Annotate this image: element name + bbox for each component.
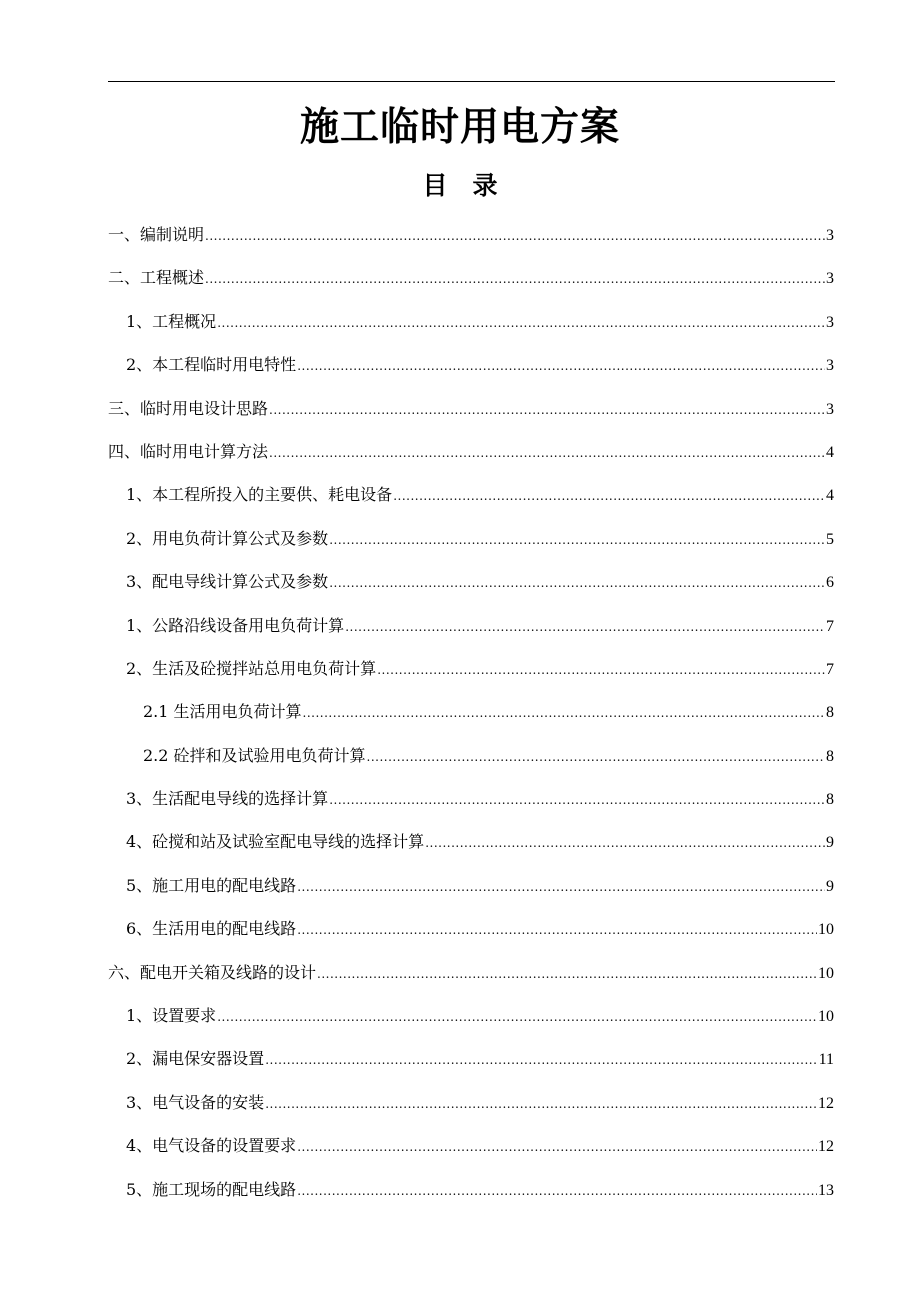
toc-dot-leader: [377, 655, 825, 685]
toc-entry[interactable]: [108, 437, 834, 480]
toc-entry[interactable]: [108, 1088, 834, 1131]
toc-entry-label: 2、本工程临时用电特性: [126, 355, 297, 375]
toc-entry-page-number: 7: [826, 660, 834, 678]
document-title: 施工临时用电方案: [299, 104, 620, 150]
toc-dot-leader: [329, 525, 825, 555]
toc-entry[interactable]: [108, 220, 834, 263]
toc-entry-label: 5、施工用电的配电线路: [126, 875, 297, 895]
toc-entry-page-number: 7: [826, 617, 834, 635]
toc-entry-label: 6、生活用电的配电线路: [126, 919, 297, 939]
toc-entry[interactable]: [108, 394, 834, 437]
toc-entry-page-number: 3: [826, 227, 834, 244]
toc-entry-label: 1、本工程所投入的主要供、耗电设备: [126, 485, 393, 505]
toc-entry-page-number: 8: [826, 791, 834, 809]
toc-entry[interactable]: [108, 871, 834, 914]
toc-dot-leader: [425, 828, 825, 858]
toc-entry-page-number: 9: [826, 877, 834, 895]
toc-dot-leader: [393, 481, 825, 511]
toc-entry-label: 二、工程概述: [108, 268, 205, 288]
toc-entry-page-number: 13: [818, 1181, 834, 1199]
toc-dot-leader: [265, 1045, 817, 1075]
toc-entry-label: 1、工程概况: [126, 311, 217, 331]
header-rule: [108, 81, 835, 82]
toc-entry-label: 5、施工现场的配电线路: [126, 1179, 297, 1199]
toc-entry-label: 3、配电导线计算公式及参数: [126, 572, 329, 592]
toc-dot-leader: [297, 351, 825, 381]
toc-entry[interactable]: [108, 1001, 834, 1044]
toc-entry-page-number: 10: [818, 964, 834, 982]
toc-entry-label: 3、生活配电导线的选择计算: [126, 789, 329, 809]
toc-dot-leader: [297, 1132, 817, 1162]
toc-entry[interactable]: [108, 611, 834, 654]
toc-entry-label: 1、公路沿线设备用电负荷计算: [126, 615, 345, 635]
toc-dot-leader: [269, 395, 825, 425]
toc-entry-label: 三、临时用电设计思路: [108, 398, 269, 418]
toc-entry[interactable]: [108, 784, 834, 827]
toc-entry-label: 1、设置要求: [126, 1006, 217, 1026]
toc-entry[interactable]: [108, 1175, 834, 1218]
toc-entry-page-number: 12: [818, 1138, 834, 1156]
toc-entry[interactable]: [108, 524, 834, 567]
toc-entry-page-number: 3: [826, 357, 834, 375]
toc-entry-page-number: 5: [826, 530, 834, 548]
toc-entry-label: 六、配电开关箱及线路的设计: [108, 962, 317, 982]
toc-dot-leader: [303, 698, 825, 728]
toc-dot-leader: [329, 785, 825, 815]
toc-entry-page-number: 6: [826, 574, 834, 592]
toc-entry-label: 2、漏电保安器设置: [126, 1049, 265, 1069]
toc-entry-label: 2、生活及砼搅拌站总用电负荷计算: [126, 658, 377, 678]
toc-entry-page-number: 3: [826, 313, 834, 331]
toc-entry[interactable]: [108, 654, 834, 697]
toc-dot-leader: [217, 1002, 817, 1032]
toc-dot-leader: [297, 1176, 817, 1206]
toc-entry[interactable]: [108, 480, 834, 523]
toc-entry-page-number: 9: [826, 834, 834, 852]
toc-entry[interactable]: [108, 567, 834, 610]
toc-dot-leader: [297, 872, 825, 902]
toc-entry-label: 2、用电负荷计算公式及参数: [126, 528, 329, 548]
toc-dot-leader: [205, 221, 825, 251]
toc-entry-page-number: 3: [826, 270, 834, 288]
toc-dot-leader: [317, 959, 817, 989]
toc-entry-page-number: 10: [818, 1008, 834, 1026]
toc-entry[interactable]: [108, 741, 834, 784]
toc-entry[interactable]: [108, 1044, 834, 1087]
toc-dot-leader: [345, 612, 825, 642]
toc-entry[interactable]: [108, 914, 834, 957]
toc-entry-page-number: 3: [826, 400, 834, 418]
toc-heading: 目 录: [422, 171, 498, 200]
toc-entry-page-number: 8: [826, 747, 834, 765]
toc-entry-label: 2.2 砼拌和及试验用电负荷计算: [143, 745, 366, 765]
toc-dot-leader: [329, 568, 825, 598]
toc-dot-leader: [269, 438, 825, 468]
toc-entry-label: 一、编制说明: [108, 225, 205, 244]
toc-entry-label: 2.1 生活用电负荷计算: [143, 702, 302, 722]
toc-entry-label: 四、临时用电计算方法: [108, 441, 269, 461]
toc-dot-leader: [265, 1089, 817, 1119]
toc-entry[interactable]: [108, 827, 834, 870]
toc-entry-label: 4、电气设备的设置要求: [126, 1136, 297, 1156]
toc-entry-page-number: 8: [826, 704, 834, 722]
toc-entry[interactable]: [108, 263, 834, 306]
toc-entry-page-number: 11: [818, 1051, 834, 1069]
toc-entry-page-number: 12: [818, 1094, 834, 1112]
toc-entry-label: 4、砼搅和站及试验室配电导线的选择计算: [126, 832, 425, 852]
toc-entry-label: 3、电气设备的安装: [126, 1092, 265, 1112]
table-of-contents: [108, 220, 834, 1218]
toc-entry-page-number: 4: [826, 443, 834, 461]
toc-entry[interactable]: [108, 697, 834, 740]
toc-entry-page-number: 4: [826, 487, 834, 505]
toc-dot-leader: [367, 742, 825, 772]
toc-entry[interactable]: [108, 1131, 834, 1174]
toc-entry[interactable]: [108, 958, 834, 1001]
toc-dot-leader: [217, 308, 825, 338]
toc-entry[interactable]: [108, 350, 834, 393]
toc-dot-leader: [297, 915, 817, 945]
toc-dot-leader: [205, 264, 825, 294]
toc-entry[interactable]: [108, 307, 834, 350]
toc-entry-page-number: 10: [818, 921, 834, 939]
